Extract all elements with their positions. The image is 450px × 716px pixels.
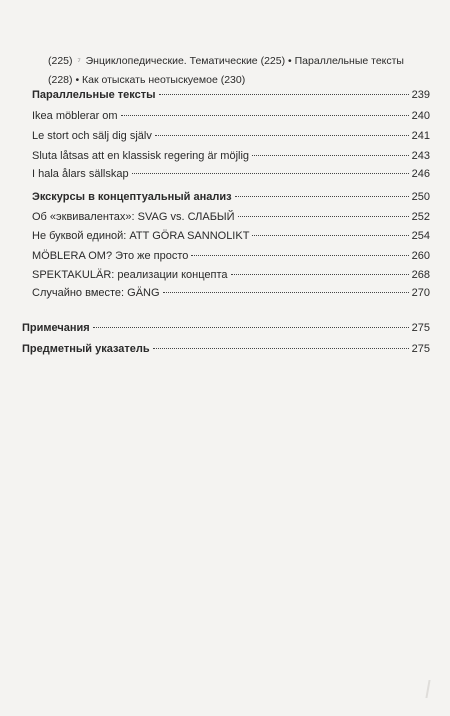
- toc-entry-title: Ikea möblerar om: [32, 110, 118, 122]
- toc-entry-title: Об «эквивалентах»: SVAG vs. СЛАБЫЙ: [32, 211, 235, 223]
- bullet-icon: •: [75, 74, 80, 86]
- toc-entry: [32, 150, 430, 162]
- toc-leader-dots: [238, 216, 409, 217]
- toc-entry-page: 252: [411, 211, 430, 223]
- intro-line-1: [48, 52, 418, 71]
- toc-entry-page: 254: [411, 230, 430, 242]
- toc-entry-title: Не буквой единой: ATT GÖRA SANNOLIKT: [32, 230, 250, 242]
- toc-entry-page: 239: [411, 89, 430, 101]
- toc-entry: [22, 343, 430, 355]
- toc-entry-page: 275: [411, 322, 430, 334]
- intro-line-2: [48, 71, 418, 90]
- intro-encyclopedic: Энциклопедические. Тематические (225): [85, 55, 286, 67]
- toc-entry: [32, 250, 430, 262]
- toc-entry-page: 246: [411, 168, 430, 180]
- toc-entry-title: Экскурсы в концептуальный анализ: [32, 191, 232, 203]
- bullet-icon: •: [288, 55, 292, 67]
- toc-leader-dots: [121, 115, 409, 116]
- page-corner-mark: [425, 680, 437, 698]
- intro-text: [48, 52, 418, 90]
- toc-entry-title: Sluta låtsas att en klassisk regering är möjlig: [32, 150, 250, 162]
- toc-leader-dots: [132, 173, 409, 174]
- toc-entry-page: 240: [411, 110, 430, 122]
- toc-entry: [32, 230, 430, 242]
- toc-entry: [32, 130, 430, 142]
- intro-ref-225: (225): [48, 55, 73, 67]
- toc-entry: [32, 191, 430, 203]
- toc-entry-title: SPEKTAKULÄR: реализации концепта: [32, 269, 228, 281]
- toc-entry: [32, 110, 430, 122]
- toc-leader-dots: [191, 255, 408, 256]
- toc-leader-dots: [235, 196, 409, 197]
- toc-leader-dots: [155, 135, 409, 136]
- toc-entry-title: Предметный указатель: [22, 343, 150, 355]
- intro-how-to-find: Как отыскать неотыскуемое (230): [82, 74, 246, 86]
- toc-leader-dots: [163, 292, 409, 293]
- toc-entry-page: 260: [411, 250, 430, 262]
- toc-leader-dots: [252, 235, 408, 236]
- toc-entry-page: 270: [411, 287, 430, 299]
- toc-leader-dots: [231, 274, 409, 275]
- toc-entry-title: Le stort och sälj dig själv: [32, 130, 152, 142]
- toc-entry-title: I hala ålars sällskap: [32, 168, 129, 180]
- toc-entry-page: 268: [411, 269, 430, 281]
- toc-entry: [32, 287, 430, 299]
- toc-leader-dots: [153, 348, 409, 349]
- toc-entry: [32, 168, 430, 180]
- toc-leader-dots: [93, 327, 409, 328]
- toc-leader-dots: [159, 94, 409, 95]
- toc-entry-title: Параллельные тексты: [32, 89, 156, 101]
- toc-entry: [32, 89, 430, 101]
- toc-entry: [22, 322, 430, 334]
- toc-entry: [32, 269, 430, 281]
- toc-entry-title: Примечания: [22, 322, 90, 334]
- toc-entry-title: Случайно вместе: GÄNG: [32, 287, 160, 299]
- toc-entry-title: MÖBLERA OM? Это же просто: [32, 250, 189, 262]
- toc-entry-page: 243: [411, 150, 430, 162]
- toc-entry-page: 250: [411, 191, 430, 203]
- bleed-through-texture: [40, 380, 400, 460]
- intro-parallel-texts: Параллельные тексты: [294, 55, 404, 67]
- toc-entry-page: 241: [411, 130, 430, 142]
- toc-entry-page: 275: [411, 343, 430, 355]
- toc-leader-dots: [252, 155, 409, 156]
- intro-ref-228: (228): [48, 74, 73, 86]
- toc-entry: [32, 211, 430, 223]
- note-symbol: ⁷: [77, 56, 81, 66]
